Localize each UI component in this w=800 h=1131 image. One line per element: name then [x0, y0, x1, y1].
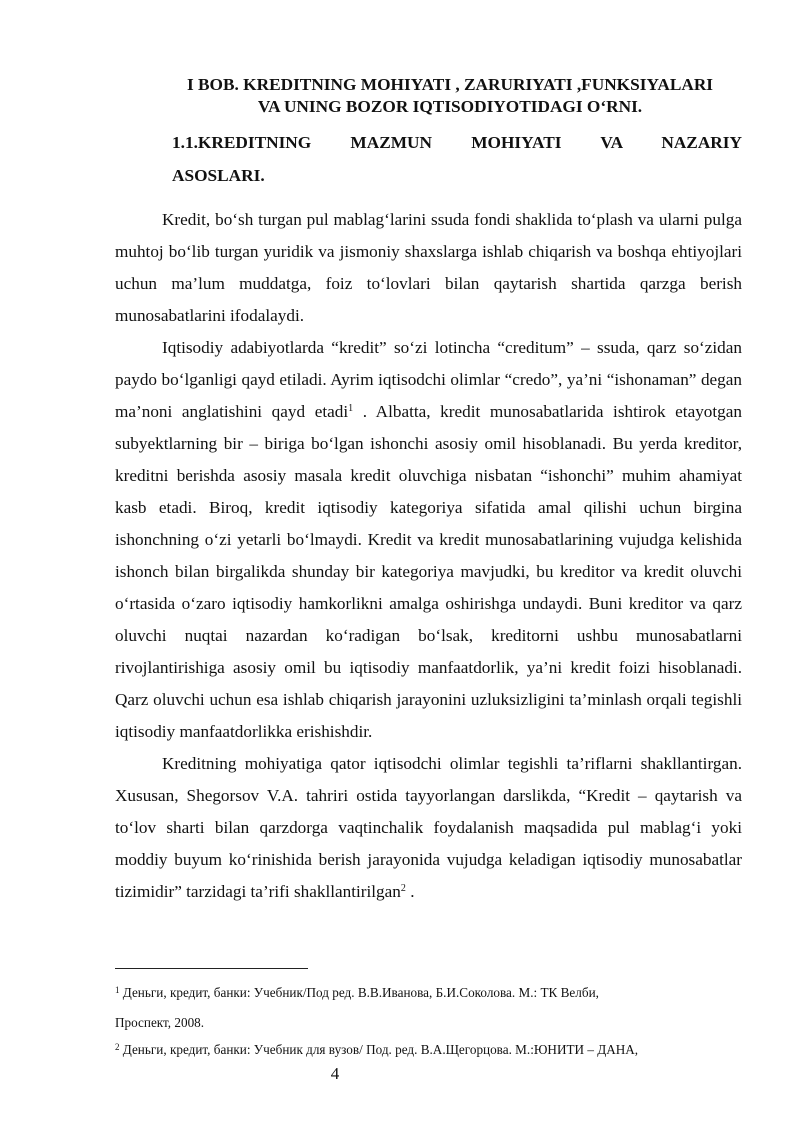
footnote-separator: [115, 968, 308, 969]
paragraph-2-text-a: Iqtisodiy adabiyotlarda “kredit” so‘zi lotincha “creditum” – ssuda, qarz so‘zidan paydo bo‘lganligi qayd etiladi. Ayrim iqtisodchi olimlar “credo”, ya’ni “ishonaman” degan ma’noni anglatishini qayd etadi: [115, 338, 742, 421]
page-number: 4: [330, 1064, 340, 1083]
paragraph-2-text-b: . Albatta, kredit munosabatlarida ishtirok etayotgan subyektlarning bir – biriga bo‘lgan ishonchi asosiy omil hisoblanadi. Bu yerda kreditor, kreditni berishda asosiy masala kredit oluvchiga nisbatan “ishonchi” muhim ahamiyat kasb etadi. Biroq, kredit iqtisodiy kategoriya sifatida amal qilishi uchun birgina ishonchning o‘zi yetarli bo‘lmaydi. Kredit va kredit munosabatlarining vujudga kelishida ishonch bilan birgalikda shunday bir kategoriya mavjudki, bu kreditor va kredit oluvchi o‘rtasida o‘zaro iqtisodiy hamkorlikni amalga oshirishga undaydi. Buni kreditor va qarz oluvchi nuqtai nazardan ko‘radigan bo‘lsak, kreditorni ushbu munosabatlarni rivojlantirishiga asosiy omil bu iqtisodiy manfaatdorlik, ya’ni kredit foizi hisoblanadi. Qarz oluvchi uchun esa ishlab chiqarish jarayonini uzluksizligini ta’minlash orqali tegishli iqtisodiy manfaatdorlikka erishishdir.: [115, 402, 742, 741]
paragraph-3-text-b: .: [405, 882, 415, 901]
footnote-1-continuation: Проспект, 2008.: [115, 1015, 205, 1030]
footnote-2-text: Деньги, кредит, банки: Учебник для вузов/ Под. ред. В.А.Щегорцова. М.:ЮНИТИ – ДАНА,: [119, 1042, 639, 1057]
footnote-2: [115, 1041, 755, 1059]
footnote-ref-2[interactable]: 2: [400, 883, 406, 894]
section-title-line2: ASOSLARI.: [172, 166, 265, 185]
footnote-2-mark: 2: [115, 1042, 120, 1052]
footnote-1-text: Деньги, кредит, банки: Учебник/Под ред. В.В.Иванова, Б.И.Соколова. М.: ТК Велби,: [119, 985, 599, 1000]
paragraph-3-text-a: Kreditning mohiyatiga qator iqtisodchi olimlar tegishli ta’riflarni shakllantirgan. Xususan, Shegorsov V.A. tahriri ostida tayyorlangan darslikda, “Kredit – qaytarish va to‘lov sharti bilan qarzdorga vaqtinchalik foydalanish maqsadida pul mablag‘i yoki moddiy buyum ko‘rinishida berish jarayonida vujudga keladigan iqtisodiy munosabatlar tizimidir” tarzidagi ta’rifi shakllantirilgan: [115, 754, 742, 901]
footnote-1-mark: 1: [115, 985, 120, 995]
footnote-ref-1[interactable]: 1: [348, 403, 354, 414]
chapter-title: [130, 74, 770, 118]
paragraph-1: [115, 204, 742, 332]
footnote-1: [115, 984, 755, 1002]
paragraph-1-text: Kredit, bo‘sh turgan pul mablag‘larini ssuda fondi shaklida to‘plash va ularni pulga muhtoj bo‘lib turgan yuridik va jismoniy shaxslarga ishlab chiqarish va boshqa ehtiyojlari uchun ma’lum muddatga, foiz to‘lovlari bilan qaytarish shartida qarzga berish munosabatlarini ifodalaydi.: [115, 210, 742, 325]
section-title-line1: 1.1.KREDITNING MAZMUN MOHIYATI VA NAZARIY: [172, 133, 742, 152]
paragraph-3: [115, 748, 742, 908]
chapter-title-line2: VA UNING BOZOR IQTISODIYOTIDAGI O‘RNI.: [257, 97, 643, 116]
chapter-title-line1: I BOB. KREDITNING MOHIYATI , ZARURIYATI ,FUNKSIYALARI: [186, 75, 714, 94]
body-text: [115, 204, 742, 908]
paragraph-2: [115, 332, 742, 748]
